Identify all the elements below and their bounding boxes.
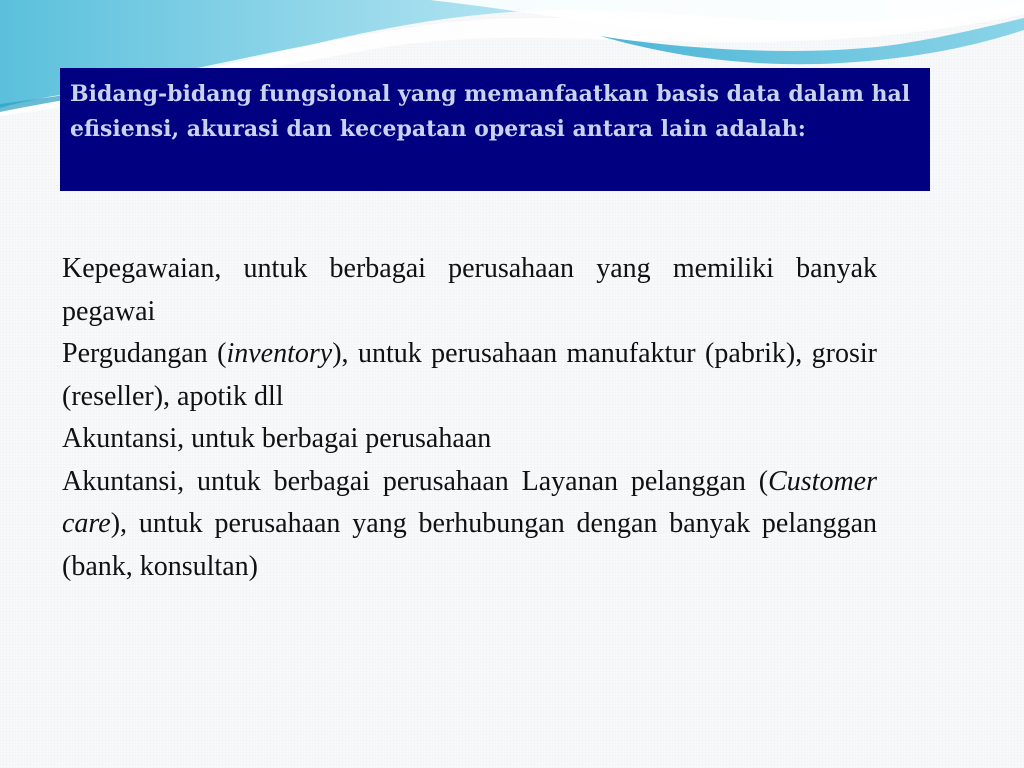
paragraph-text: Pergudangan ( [62,338,227,369]
paragraph-text: ), untuk perusahaan yang berhubungan dengan banyak pelanggan (bank, konsultan) [62,508,877,582]
paragraph-text: Kepegawaian, untuk berbagai perusahaan yang memiliki banyak pegawai [62,253,877,327]
paragraph-pergudangan [62,333,877,418]
body-text [62,248,877,588]
paragraph-italic-term: inventory [226,338,333,369]
slide-title: Bidang-bidang fungsional yang memanfaatkan basis data dalam hal efisiensi, akurasi dan kecepatan operasi antara lain adalah: [70,81,911,142]
paragraph-italic-term: Customer care [62,465,877,539]
paragraph-text: Akuntansi, untuk berbagai perusahaan Layanan pelanggan ( [62,465,769,497]
title-box [60,68,930,191]
paragraph-akuntansi [62,418,877,461]
paragraph-text: ), untuk perusahaan manufaktur (pabrik), grosir (reseller), apotik dll [62,338,878,412]
paragraph-layanan-pelanggan [62,461,877,589]
paragraph-text: Akuntansi, untuk berbagai perusahaan [62,423,492,454]
paragraph-kepegawaian [62,248,877,333]
